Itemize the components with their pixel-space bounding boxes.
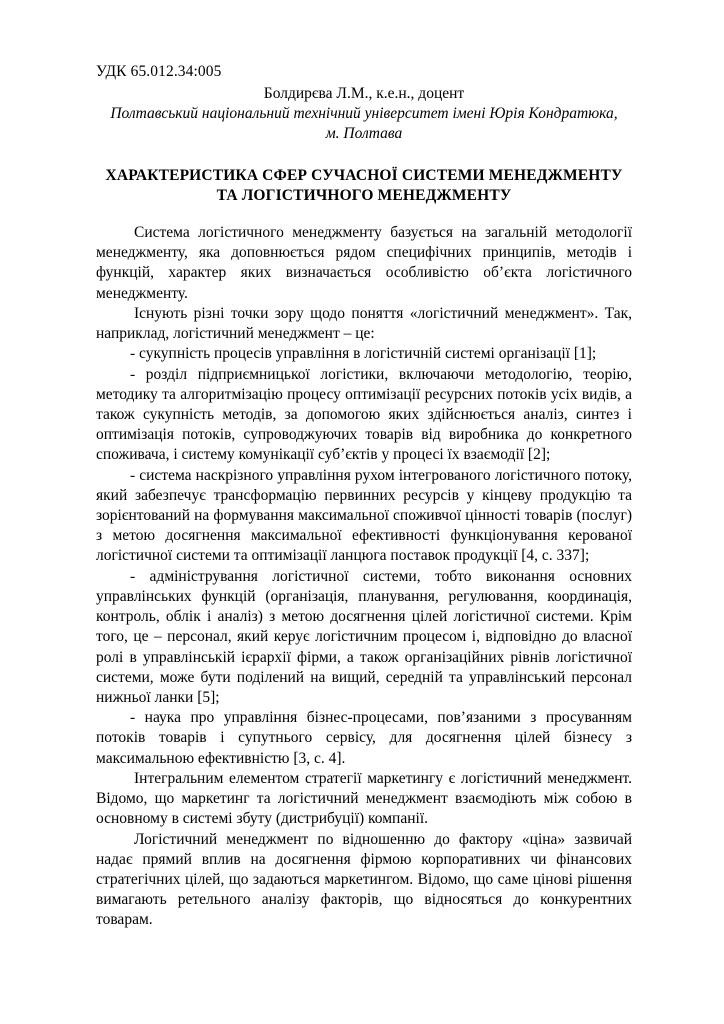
paragraph-price: Логістичний менеджмент по відношенню до фактору «ціна» зазвичай надає прямий вплив на досягнення фірмою корпоративних чи фінансових стратегічних цілей, що задаються маркетингом. Відомо, що саме цінові рішення вимагають ретельного аналізу факторів, що відносяться до конкурентних товарам. (96, 830, 632, 929)
affiliation-line: Полтавський національний технічний університет імені Юрія Кондратюка, (110, 105, 618, 123)
bullet-item-2: - розділ підприємницької логістики, включаючи методологію, теорію, методику та алгоритмізацію процесу оптимізації ресурсних потоків усіх видів, а також сукупність методів, за допомогою яких здійснюється аналіз, синтез і оптимізація потоків, супроводжуючих товарів від виробника до конкретного споживача, і систему комунікації суб’єктів у процесі їх взаємодії [2]; (96, 365, 632, 464)
author-line: Болдирєва Л.М., к.е.н., доцент (263, 84, 465, 102)
title-line-1: ХАРАКТЕРИСТИКА СФЕР СУЧАСНОЇ СИСТЕМИ МЕНЕДЖМЕНТУ (105, 167, 623, 185)
page-content (96, 62, 632, 931)
bullet-item-1: - сукупність процесів управління в логістичній системі організації [1]; (130, 345, 597, 363)
title-line-2: ТА ЛОГІСТИЧНОГО МЕНЕДЖМЕНТУ (216, 187, 512, 205)
paragraph-intro: Система логістичного менеджменту базується на загальній методології менеджменту, яка доповнюється рядом специфічних принципів, методів і функцій, характер яких визначається особливістю об’єкта логістичного менеджменту. (96, 223, 632, 302)
paragraph-viewpoints: Існують різні точки зору щодо поняття «логістичний менеджмент». Так, наприклад, логістичний менеджмент – це: (96, 304, 632, 343)
page-title (96, 166, 632, 206)
body-text (96, 223, 632, 931)
bullet-item-4: - адміністрування логістичної системи, тобто виконання основних управлінських функцій (організація, планування, регулювання, координація, контроль, облік і аналіз) з метою досягнення цілей логістичної системи. Крім того, це – персонал, який керує логістичним процесом і, відповідно до власної ролі в управлінській ієрархії фірми, а також організаційних рівнів логістичної системи, може бути поділений на вищий, середній та управлінський персонал нижньої ланки [5]; (96, 567, 632, 706)
bullet-item-5: - наука про управління бізнес-процесами, пов’язаними з просуванням потоків товарів і супутнього сервісу, для досягнення цілей бізнесу з максимальною ефективністю [3, с. 4]. (96, 709, 632, 767)
udk-code: УДК 65.012.34:005 (96, 63, 222, 80)
bullet-item-3: - система наскрізного управління рухом інтегрованого логістичного потоку, який забезпечує трансформацію первинних ресурсів у кінцеву продукцію та зорієнтований на формування максимальної споживчої цінності товарів (послуг) з метою досягнення максимальної ефективності функціонування керованої логістичної системи та оптимізації ланцюга поставок продукції [4, с. 337]; (96, 466, 632, 565)
paragraph-marketing: Інтегральним елементом стратегії маркетингу є логістичний менеджмент. Відомо, що маркетинг та логістичний менеджмент взаємодіють між собою в основному в системі збуту (дистрибуції) компанії. (96, 769, 632, 828)
city-line: м. Полтава (325, 125, 403, 143)
